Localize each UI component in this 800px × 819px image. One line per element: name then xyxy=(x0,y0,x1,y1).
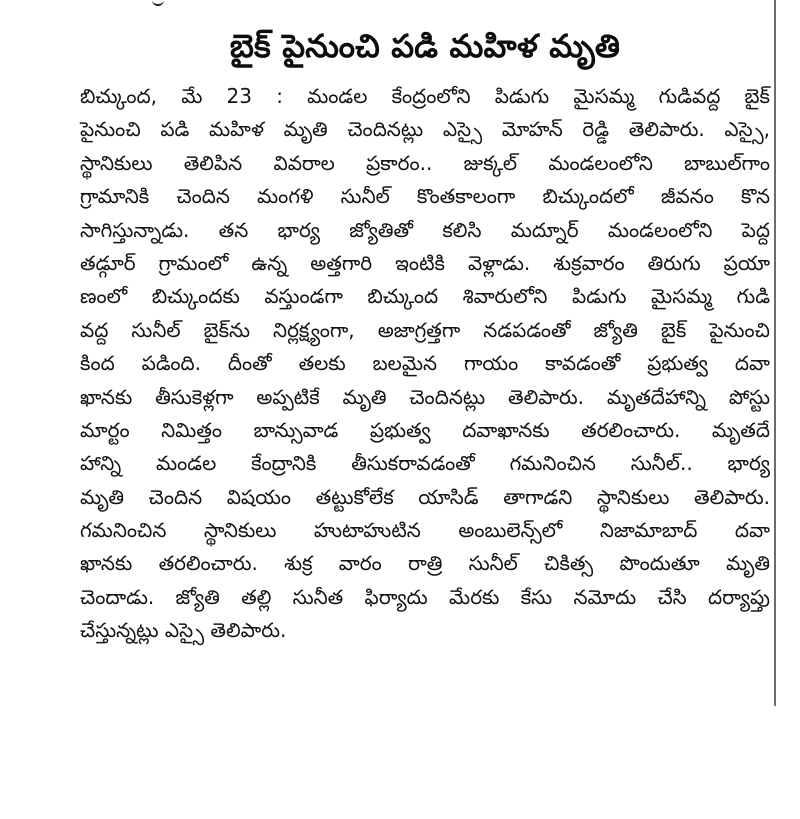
column-divider xyxy=(774,0,776,706)
article-line: చెందాడు. జ్యోతి తల్లి సునీత ఫిర్యాదు మేరకు కేసు నమోదు చేసి దర్యాప్తు xyxy=(80,584,770,609)
article-line: మృతి చెందిన విషయం తట్టుకోలేక యాసిడ్ తాగాడని స్థానికులు తెలిపారు. xyxy=(80,484,770,509)
article-line: కింద పడింది. దీంతో తలకు బలమైన గాయం కావడంతో ప్రభుత్వ దవా xyxy=(80,351,770,376)
article-line: బిచ్కుంద, మే 23 : మండల కేంద్రంలోని పిడుగు మైసమ్మ గుడివద్ద బైక్ xyxy=(80,84,770,108)
article-line: మార్టం నిమిత్తం బాన్సువాడ ప్రభుత్వ దవాఖానకు తరలించారు. మృతదే xyxy=(80,417,770,442)
article-line: తడ్గూర్ గ్రామంలో ఉన్న అత్తగారి ఇంటికి వెళ్లాడు. శుక్రవారం తిరుగు ప్రయా xyxy=(80,250,770,275)
article-line: గ్రామానికి చెందిన మంగళి సునీల్ కొంతకాలంగా బిచ్కుందలో జీవనం కొన xyxy=(80,184,770,209)
article-line: చేస్తున్నట్లు ఎస్సై తెలిపారు. xyxy=(80,618,287,643)
article-line: వద్ద సునీల్ బైక్‌ను నిర్లక్ష్యంగా, అజాగ్రత్తగా నడపడంతో జ్యోతి బైక్ పైనుంచి xyxy=(80,317,770,342)
article-body xyxy=(80,80,770,648)
article-line: పైనుంచి పడి మహిళ మృతి చెందినట్లు ఎస్సై మోహన్ రెడ్డి తెలిపారు. ఎస్సై, xyxy=(80,117,770,142)
article-line: సాగిస్తున్నాడు. తన భార్య జ్యోతితో కలిసి మద్నూర్ మండలంలోని పెద్ద xyxy=(80,217,770,242)
cropped-text-fragment xyxy=(152,0,164,6)
article-line: ఖానకు తీసుకెళ్లగా అప్పటికే మృతి చెందినట్లు తెలిపారు. మృతదేహాన్ని పోస్టు xyxy=(80,384,770,409)
news-article xyxy=(80,20,770,648)
article-line: గమనించిన స్థానికులు హుటాహుటిన అంబులెన్స్‌లో నిజామాబాద్ దవా xyxy=(80,518,770,543)
article-line: ణంలో బిచ్కుందకు వస్తుండగా బిచ్కుంద శివారులోని పిడుగు మైసమ్మ గుడి xyxy=(80,284,770,309)
article-line: స్థానికులు తెలిపిన వివరాల ప్రకారం.. జుక్కల్ మండలంలోని బాబుల్‌గాం xyxy=(80,150,770,175)
article-line: హాన్ని మండల కేంద్రానికి తీసుకరావడంతో గమనించిన సునీల్.. భార్య xyxy=(80,451,770,476)
article-line: ఖానకు తరలించారు. శుక్ర వారం రాత్రి సునీల్ చికిత్స పొందుతూ మృతి xyxy=(80,551,770,576)
article-headline: బైక్ పైనుంచి పడి మహిళ మృతి xyxy=(229,27,621,65)
